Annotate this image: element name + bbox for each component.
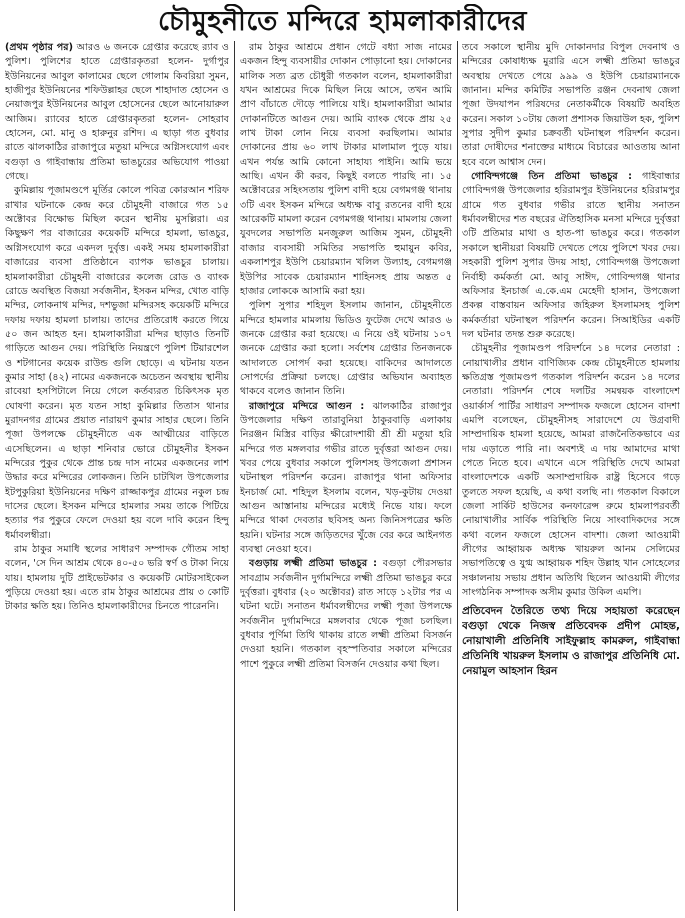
paragraph: [5, 41, 229, 184]
paragraph: রাম ঠাকুর সমাধি স্থলের সাধারণ সম্পাদক গৌতম সাহা বলেন, 'সে দিন আশ্রম থেকে ৪০-৫০ ভরি স্বর্ণ ও টাকা নিয়ে যায়। হামলায় দুটি প্রাইভেটকার ও কয়েকটি মোটরসাইকেল পুড়িয়ে দেওয়া হয়। এতে রাম ঠাকুর আশ্রমের প্রায় ৩ কোটি টাকার ক্ষতি হয়। তিনিও হামলাকারীদের চিনতে পারেননি।: [5, 544, 229, 613]
paragraph: তবে সকালে স্থানীয় মুদি দোকানদার বিপুল দেবনাথ ও মন্দিরের কোষাধ্যক্ষ মুরারি এসে লক্ষ্মী প্রতিমা ভাঙচুর অবস্থায় দেখতে পেয়ে ৯৯৯ ও ইউপি চেয়ারম্যানকে জানান। মন্দির কমিটির সভাপতি রঞ্জন দেবনাথ জেলা পূজা উদযাপন পরিষদের নেতাকর্মীকে বিষয়টি অবহিত করেন। সকাল ১০টায় জেলা প্রশাসক জিয়াউল হক, পুলিশ সুপার সুদীপ কুমার চক্রবর্তী ঘটনাস্থল পরিদর্শন করেন। তারা দোষীদের শনাক্তের মাধ্যমে বিচারের আওতায় আনা হবে বলে আশ্বাস দেন।: [462, 42, 680, 168]
paragraph-text: আরও ৬ জনকে গ্রেপ্তার করেছে র‌্যাব ও পুলিশ। পুলিশের হাতে গ্রেপ্তারকৃতরা হলেন- দুর্গাপুর ইউনিয়নের আবুল কালামের ছেলে গোলাম কিবরিয়া সুমন, হাজীপুর ইউনিয়নের শফিউল্লাহর ছেলে শাহাদাত হোসেন ও নেয়াজপুর ইউনিয়নের আবুল হোসেনের ছেলে আনোয়ারুল আজিম। র‌্যাবের হাতে গ্রেপ্তারকৃতরা হলেন- সোহরাব হোসেন, মো. মানু ও হারুনুর রশিদ। এ ছাড়া গত বুধবার রাতে ঝালকাঠির রাজাপুরে মতুয়া মন্দিরে অগ্নিসংযোগ এবং বগুড়া ও গাইবান্ধায় প্রতিমা ভাঙচুরের অভিযোগ পাওয়া গেছে।: [5, 42, 229, 183]
paragraph: [240, 400, 452, 558]
paragraph: পুলিশ সুপার শহিদুল ইসলাম জানান, চৌমুহনীতে মন্দিরে হামলার মামলায় ভিডিও ফুটেজ দেখে আরও ৬ জনকে গ্রেপ্তার করা হয়েছে। এ নিয়ে ওই ঘটনায় ১০৭ জনকে গ্রেপ্তার করা হলো। সর্বশেষ গ্রেপ্তার তিনজনকে আদালতে সোপর্দ করা হয়েছে। বাকিদের আদালতে সোপর্দের প্রক্রিয়া চলছে। গ্রেপ্তার অভিযান অব্যাহত থাকবে বলেও জানান তিনি।: [240, 300, 452, 398]
subheading: রাজাপুরে মন্দিরে আগুন :: [249, 400, 365, 412]
column-divider: [234, 41, 235, 911]
subheading: বগুড়ায় লক্ষ্মী প্রতিমা ভাঙচুর :: [249, 558, 378, 570]
subheading: গোবিন্দগঞ্জে তিন প্রতিমা ভাঙচুর :: [471, 171, 632, 183]
article-column-2: [240, 41, 452, 913]
paragraph: [240, 557, 452, 672]
paragraph: [462, 170, 680, 342]
headline: চৌমুহনীতে মন্দিরে হামলাকারীদের: [158, 6, 527, 37]
paragraph-text: গাইবান্ধার গোবিন্দগঞ্জ উপজেলার হরিরামপুর ইউনিয়নের হরিরামপুর গ্রামে গত বুধবার গভীর রাতে স্থানীয় সনাতন ধর্মাবলম্বীদের শত বছরের ঐতিহাসিক মনসা মন্দিরে দুর্বৃত্তরা ৩টি প্রতিমার মাথা ও হাত-পা ভাঙচুর করে। গতকাল সকালে স্থানীয়রা বিষয়টি দেখতে পেয়ে পুলিশে খবর দেয়। সহকারী পুলিশ সুপার উদয় সাহা, গোবিন্দগঞ্জ উপজেলা নির্বাহী কর্মকর্তা মো. আবু সাঈদ, গোবিন্দগঞ্জ থানার অফিসার ইনচার্জ এ.কে.এম মেহেদী হাসান, উপজেলা প্রকল্প বাস্তবায়ন অফিসার জহিরুল ইসলামসহ পুলিশ কর্মকর্তারা ঘটনাস্থল পরিদর্শন করেন। সিআইডির একটি দল ঘটনার তদন্ত শুরু করেছে।: [462, 171, 680, 340]
paragraph-text: বগুড়া পৌরসভার সাবগ্রাম সর্বজনীন দুর্গামন্দিরে লক্ষ্মী প্রতিমা ভাঙচুর করে দুর্বৃত্তরা। বুধবার (২০ অক্টোবর) রাত সাড়ে ১২টার পর এ ঘটনা ঘটে। সনাতন ধর্মাবলম্বীদের লক্ষ্মী পূজা উপলক্ষে সর্বজনীন দুর্গামন্দিরে মঙ্গলবার থেকে পূজা চলছিল। বুধবার পূর্ণিমা তিথি থাকায় রাতে লক্ষ্মী প্রতিমা বিসর্জন দেওয়া হয়নি। গতকাল বৃহস্পতিবার সকালে মন্দিরের পাশে পুকুরে লক্ষ্মী প্রতিমা বিসর্জন দেওয়ার কথা ছিল।: [240, 558, 452, 670]
paragraph: চৌমুহনীর পূজামণ্ডপ পরিদর্শনে ১৪ দলের নেতারা : নোয়াখালীর প্রধান বাণিজ্যিক কেন্দ্র চৌমুহনীতে হামলায় ক্ষতিগ্রস্ত পূজামণ্ডপ গতকাল পরিদর্শন করেন ১৪ দলের নেতারা। পরিদর্শন শেষে দলটির সমন্বয়ক বাংলাদেশ ওয়ার্কার্স পার্টির সাধারণ সম্পাদক ফজলে হোসেন বাদশা এমপি বলেছেন, চৌমুহনীসহ সারাদেশে যে উগ্রবাদী সাম্প্রদায়িক হামলা হয়েছে, আমরা রাজনৈতিকভাবে এর দায় এড়াতে পারি না। অবশ্যই এ দায় আমাদের মাথা পেতে নিতে হবে। এখানে এসে পরিস্থিতি দেখে আমরা বাংলাদেশকে একটি অসাম্প্রদায়িক রাষ্ট্র হিসেবে গড়ে তুলতে সফল হয়েছি, এ কথা বলছি না। গতকাল বিকালে জেলা সার্কিট হাউসের কনফারেন্স রুমে হামলাপরবর্তী নোয়াখালীর সার্বিক পরিস্থিতি নিয়ে সাংবাদিকদের সঙ্গে কথা বলেন ফজলে হোসেন বাদশা। জেলা আওয়ামী লীগের আহ্বায়ক অধ্যক্ষ খায়রুল আনম সেলিমের সভাপতিত্বে ও যুগ্ম আহ্বায়ক শহিদ উল্লাহ খান সোহেলের সঞ্চালনায় সভায় প্রধান অতিথি ছিলেন আওয়ামী লীগের সাংগঠনিক সম্পাদক অসীম কুমার উকিল এমপি।: [462, 343, 680, 599]
paragraph-text: ঝালকাঠির রাজাপুর উপজেলার দক্ষিণ তারাবুনিয়া ঠাকুরবাড়ি এলাকায় নিরঞ্জন মিস্ত্রির বাড়ির ক্ষীরোদশায়ী শ্রী শ্রী মতুয়া হরি মন্দিরে গত মঙ্গলবার গভীর রাতে দুর্বৃত্তরা আগুন দেয়। খবর পেয়ে বুধবার সকালে পুলিশসহ উপজেলা প্রশাসন ঘটনাস্থল পরিদর্শন করেন। রাজাপুর থানা অফিসার ইনচার্জ মো. শহিদুল ইসলাম বলেন, খড়-কুটায় দেওয়া আগুন আস্তানায় মন্দিরের মধ্যেই নিভে যায়। ফলে মন্দিরে থাকা দেবতার ছবিসহ অন্য জিনিসপত্রের ক্ষতি হয়নি। ঘটনার সঙ্গে জড়িতদের খুঁজে বের করে আইনগত ব্যবস্থা নেওয়া হবে।: [240, 400, 452, 556]
article-column-1: [5, 41, 229, 913]
reporting-credit: প্রতিবেদন তৈরিতে তথ্য দিয়ে সহায়তা করেছেন বগুড়া থেকে নিজস্ব প্রতিবেদক প্রদীপ মোহন্ত, নোয়াখালী প্রতিনিধি সাইফুল্লাহ কামরুল, গাইবান্ধা প্রতিনিধি খায়রুল ইসলাম ও রাজাপুর প্রতিনিধি মো. নেয়ামুল আহসান হিরন: [462, 605, 680, 678]
paragraph: রাম ঠাকুর আশ্রমে প্রধান গেটে বধ্যা সাজ নামের একজন হিন্দু ব্যবসায়ীর দোকান পোড়ানো হয়। দোকানের মালিক সত্য ব্রত চৌধুরী গতকাল বলেন, হামলাকারীরা যখন আশ্রমের দিকে মিছিল নিয়ে আসে, তখন আমি প্রাণ বাঁচাতে দৌড়ে পালিয়ে যাই। হামলাকারীরা আমার দোকানটিতে আগুন দেয়। আমি ব্যাংক থেকে প্রায় ২৫ লাখ টাকা লোন নিয়ে ব্যবসা করছিলাম। আমার দোকানের প্রায় ৬০ লাখ টাকার মালামাল পুড়ে যায়। এখন পর্যন্ত আমি কোনো সাহায্য পাইনি। আমি ভয়ে আছি। এখন কী করব, কিছুই বলতে পারছি না। ১৫ অক্টোবরের সহিংসতায় পুলিশ বাদী হয়ে বেগমগঞ্জ থানায় ৩টি এবং ইসকন মন্দিরে অধ্যক্ষ বাবু রতনের বাদী হয়ে আরেকটি মামলা করেন বেগমগঞ্জ থানায়। মামলায় জেলা যুবদলের সভাপতি মনজুরুল আজিম সুমন, চৌমুহনী বাজার ব্যবসায়ী সমিতির সভাপতি হুমায়ুন কবির, একলাশপুর ইউপি চেয়ারম্যান খলিল উল্যাহ, বেগমগঞ্জ ইউপির সাবেক চেয়ারম্যান শাহিনসহ প্রায় অন্তত ৫ হাজার লোককে আসামি করা হয়।: [240, 42, 452, 297]
column-divider: [457, 41, 458, 911]
paragraph: কুমিল্লায় পূজামণ্ডপে মূর্তির কোলে পবিত্র কোরআন শরিফ রাখার ঘটনাকে কেন্দ্র করে চৌমুহনী বাজারে গত ১৫ অক্টোবর বিক্ষোভ মিছিল করেন স্থানীয় মুসল্লিরা। এর কিছুক্ষণ পর বাজারের কয়েকটি মন্দিরে হামলা, ভাঙচুর, অগ্নিসংযোগ করে একদল দুর্বৃত্ত। একই সময় হামলাকারীরা বাজারের ব্যবসা প্রতিষ্ঠানে ব্যাপক ভাঙচুর চালায়। হামলাকারীরা চৌমুহনী বাজারের কলেজ রোড ও ব্যাংক রোডে অবস্থিত বিজয়া সর্বজনীন, ইসকন মন্দির, খোত বাড়ি মন্দির, লোকনাথ মন্দির, দশভুজা মন্দিরসহ কয়েকটি মন্দিরে দফায় দফায় হামলা চালায়। তাদের প্রতিরোধ করতে গিয়ে ৫০ জন আহত হন। হামলাকারীরা মন্দির ছাড়াও তিনটি গাড়িতে আগুন দেয়। পরিস্থিতি নিয়ন্ত্রণে পুলিশ টিয়ারশেল ও শটগানের কয়েক রাউন্ড গুলি ছোড়ে। এ ঘটনায় যতন কুমার সাহা (৪২) নামের একজনকে অচেতন অবস্থায় স্থানীয় রাবেয়া হসপিটালে নিয়ে গেলে কর্তব্যরত চিকিৎসক মৃত ঘোষণা করেন। মৃত যতন সাহা কুমিল্লার তিতাস থানার মুরাদনগর গ্রামের প্রয়াত নারায়ণ কুমার সাহার ছেলে। তিনি পূজা উপলক্ষে চৌমুহনীতে এক আত্মীয়ের বাড়িতে এসেছিলেন। এ ছাড়া শনিবার ভোরে চৌমুহনীর ইসকন মন্দিরের পুকুর থেকে প্রান্ত চন্দ্র দাস নামের একজনের লাশ উদ্ধার করে মন্দিরের লোকজন। তিনি চাটখিল উপজেলার ইটপুকুরিয়া ইউনিয়নের দক্ষিণ রাজ্জাকপুর গ্রামের নকুল চন্দ্র দাসের ছেলে। ইসকন মন্দিরে হামলার সময় তাকে পিটিয়ে হত্যার পর পুকুরে ফেলে দেওয়া হয় বলে দাবি করেন হিন্দু ধর্মাবলম্বীরা।: [5, 185, 229, 541]
article-column-3: [462, 41, 680, 913]
continuation-label: (প্রথম পৃষ্ঠার পর): [5, 42, 73, 53]
